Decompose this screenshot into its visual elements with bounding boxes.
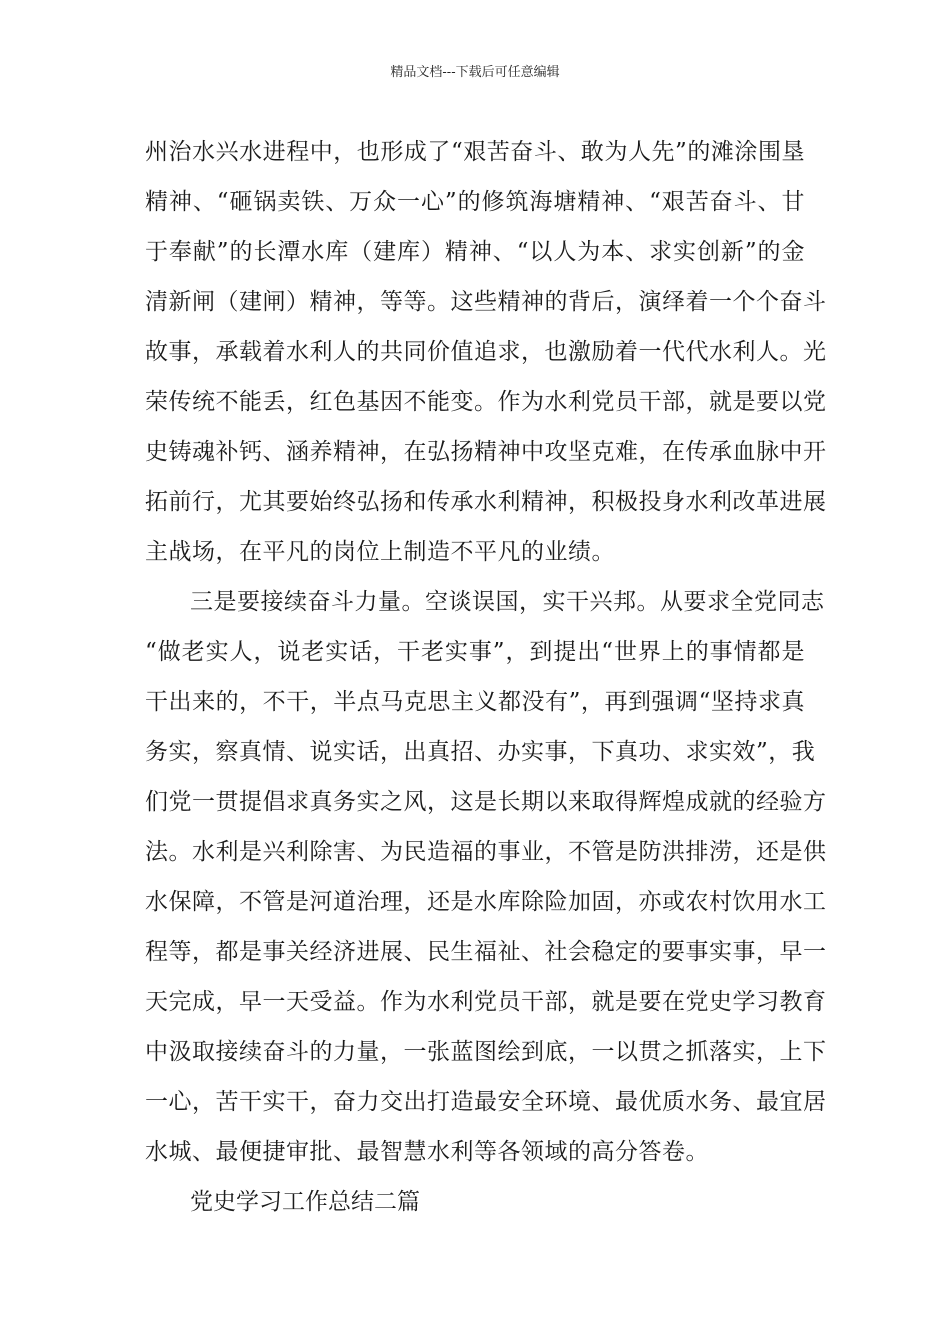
paragraph-line: 天完成，早一天受益。作为水利党员干部，就是要在党史学习教育 bbox=[145, 989, 827, 1015]
page-header: 精品文档---下载后可任意编辑 bbox=[390, 65, 560, 80]
paragraph-line: 精神、“砸锅卖铁、万众一心”的修筑海塘精神、“艰苦奋斗、甘 bbox=[145, 189, 805, 215]
paragraph-line: 于奉献”的长潭水库（建库）精神、“以人为本、求实创新”的金 bbox=[145, 239, 805, 265]
paragraph-line: 程等，都是事关经济进展、民生福祉、社会稳定的要事实事，早一 bbox=[145, 939, 827, 965]
paragraph-line: 拓前行，尤其要始终弘扬和传承水利精神，积极投身水利改革进展 bbox=[145, 489, 827, 515]
paragraph-line: 中汲取接续奋斗的力量，一张蓝图绘到底，一以贯之抓落实，上下 bbox=[145, 1039, 827, 1065]
paragraph-line: 法。水利是兴利除害、为民造福的事业，不管是防洪排涝，还是供 bbox=[145, 839, 827, 865]
paragraph-line: 水城、最便捷审批、最智慧水利等各领域的高分答卷。 bbox=[145, 1139, 709, 1165]
paragraph-line: 三是要接续奋斗力量。空谈误国，实干兴邦。从要求全党同志 bbox=[190, 589, 825, 615]
section-heading: 党史学习工作总结二篇 bbox=[190, 1189, 420, 1215]
paragraph-line: 干出来的，不干，半点马克思主义都没有”，再到强调“坚持求真 bbox=[145, 689, 805, 715]
paragraph-line: 水保障，不管是河道治理，还是水库除险加固，亦或农村饮用水工 bbox=[145, 889, 827, 915]
paragraph-line: 清新闸（建闸）精神，等等。这些精神的背后，演绎着一个个奋斗 bbox=[145, 289, 827, 315]
paragraph-line: 主战场，在平凡的岗位上制造不平凡的业绩。 bbox=[145, 539, 615, 565]
paragraph-line: 一心，苦干实干，奋力交出打造最安全环境、最优质水务、最宜居 bbox=[145, 1089, 827, 1115]
paragraph-line: 故事，承载着水利人的共同价值追求，也激励着一代代水利人。光 bbox=[145, 339, 827, 365]
paragraph-line: 们党一贯提倡求真务实之风，这是长期以来取得辉煌成就的经验方 bbox=[145, 789, 827, 815]
paragraph-line: “做老实人，说老实话，干老实事”，到提出“世界上的事情都是 bbox=[145, 639, 805, 665]
paragraph-line: 州治水兴水进程中，也形成了“艰苦奋斗、敢为人先”的滩涂围垦 bbox=[145, 139, 805, 165]
paragraph-line: 荣传统不能丢，红色基因不能变。作为水利党员干部，就是要以党 bbox=[145, 389, 827, 415]
paragraph-line: 务实，察真情、说实话，出真招、办实事，下真功、求实效”，我 bbox=[145, 739, 816, 765]
paragraph-line: 史铸魂补钙、涵养精神，在弘扬精神中攻坚克难，在传承血脉中开 bbox=[145, 439, 827, 465]
